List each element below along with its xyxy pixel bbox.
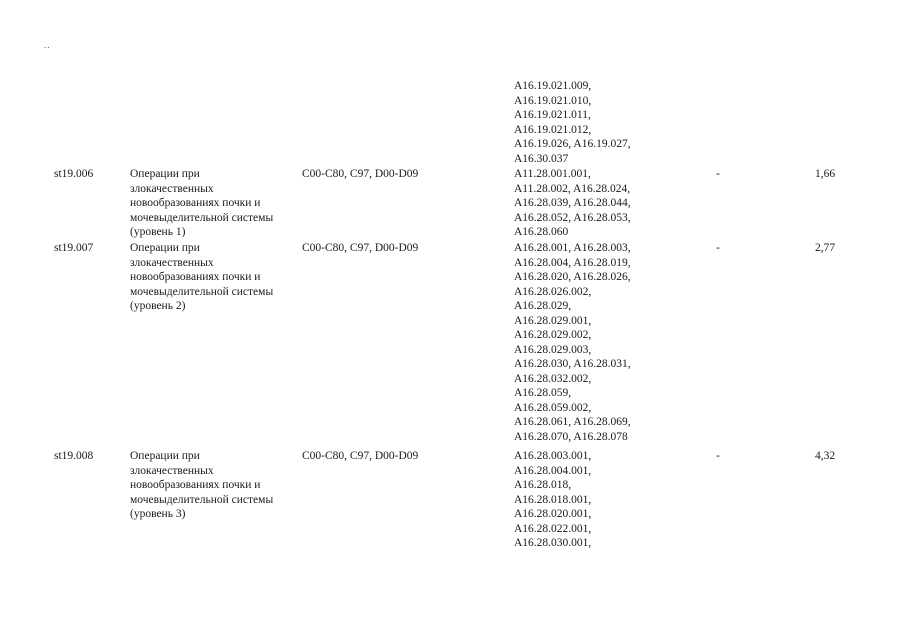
row-code: st19.006 — [54, 168, 94, 180]
row-dash: - — [716, 242, 720, 254]
row-coefficient: 2,77 — [815, 242, 836, 254]
row-code: st19.007 — [54, 242, 94, 254]
row-services: A11.28.001.001, A11.28.002, A16.28.024, A16.28.039, A16.28.044, A16.28.052, A16.28.053, A16.28.060 — [514, 168, 631, 238]
row-name: Операции при злокачественных новообразованиях почки и мочевыделительной системы (уровень 1) — [130, 168, 274, 238]
row-coefficient: 4,32 — [815, 450, 836, 462]
row-dash: - — [716, 168, 720, 180]
row-services: A16.28.003.001, A16.28.004.001, A16.28.018, A16.28.018.001, A16.28.020.001, A16.28.022.001, A16.28.030.001, — [514, 450, 592, 549]
row-name: Операции при злокачественных новообразованиях почки и мочевыделительной системы (уровень 3) — [130, 450, 274, 520]
continued-services-cell: A16.19.021.009, A16.19.021.010, A16.19.021.011, A16.19.021.012, A16.19.026, A16.19.027, A16.30.037 — [514, 80, 631, 165]
page-marker: .. — [44, 40, 51, 50]
row-diagnoses: C00-C80, C97, D00-D09 — [302, 168, 419, 180]
row-coefficient: 1,66 — [815, 168, 836, 180]
row-services: A16.28.001, A16.28.003, A16.28.004, A16.28.019, A16.28.020, A16.28.026, A16.28.026.002, A16.28.029, A16.28.029.001, A16.28.029.002, A16.28.029.003, A16.28.030, A16.28.031, A16.28.032.002, A16.28.059, A16.28.059.002, A16.28.061, A16.28.069, A16.28.070, A16.28.078 — [514, 242, 631, 443]
row-code: st19.008 — [54, 450, 94, 462]
row-diagnoses: C00-C80, C97, D00-D09 — [302, 242, 419, 254]
row-dash: - — [716, 450, 720, 462]
row-diagnoses: C00-C80, C97, D00-D09 — [302, 450, 419, 462]
row-name: Операции при злокачественных новообразованиях почки и мочевыделительной системы (уровень 2) — [130, 242, 274, 312]
